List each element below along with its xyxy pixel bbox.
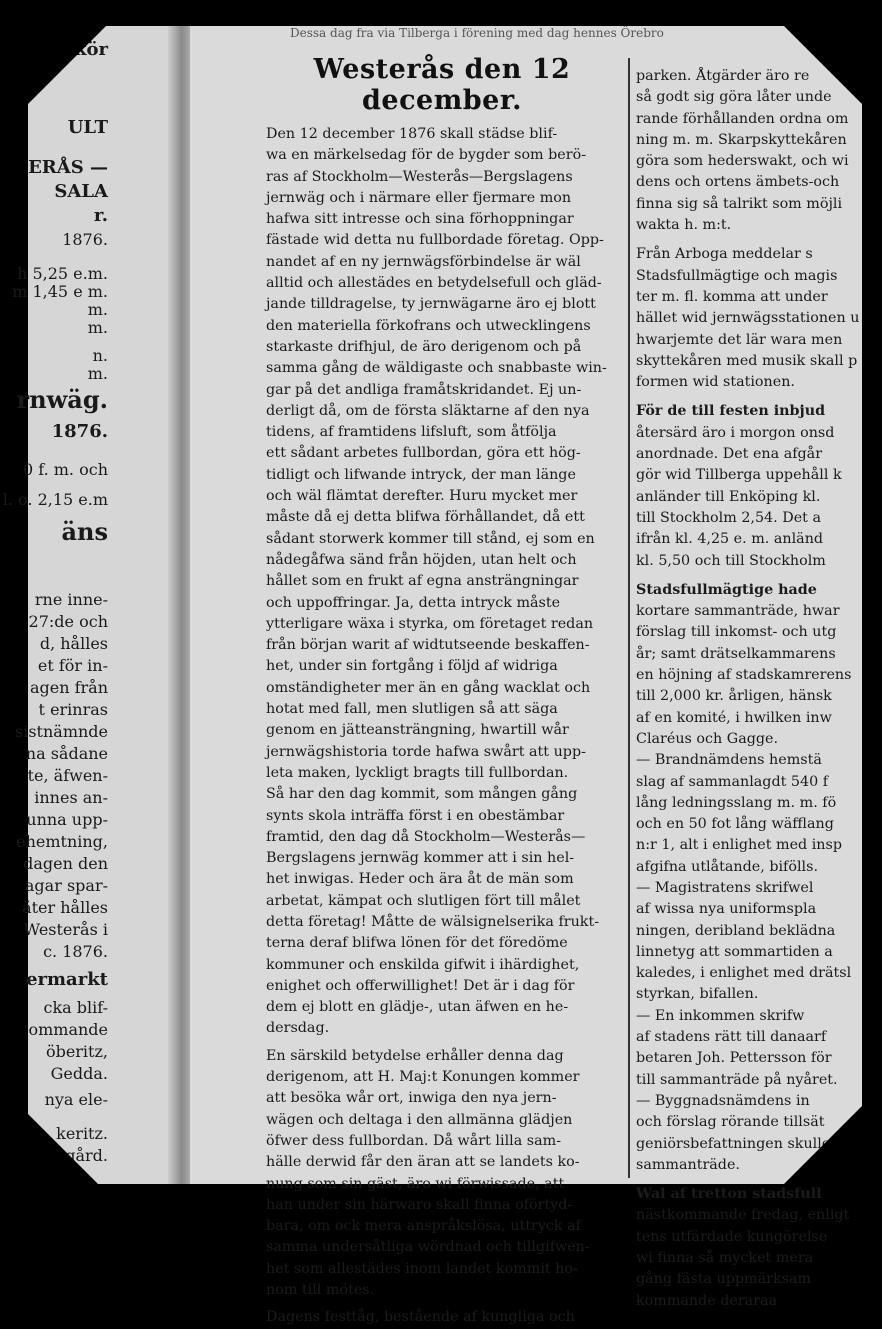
article-line: alltid och allestädes en betydelsefull och gläd- bbox=[266, 275, 602, 292]
right-column-line: slag af sammanlagdt 540 f bbox=[636, 773, 829, 790]
right-column-line: formen wid stationen. bbox=[636, 374, 795, 391]
left-fragment-line: Gedda. bbox=[50, 1064, 108, 1083]
right-column-line: lång ledningsslang m. m. fö bbox=[636, 794, 837, 811]
article-line: jernwäg och i närmare eller fjermare mon bbox=[266, 189, 572, 206]
article-line: framtid, den dag då Stockholm—Westerås— bbox=[266, 828, 586, 845]
left-fragment-line: h 5,25 e.m. bbox=[17, 264, 108, 283]
article-line: från början warit af widtutseende beskaffen- bbox=[266, 637, 590, 654]
left-fragment-line: n. bbox=[92, 346, 108, 365]
article-line: ras af Stockholm—Westerås—Bergslagens bbox=[266, 168, 573, 185]
left-fragment-line: dagen den bbox=[23, 854, 108, 873]
article-line: Bergslagens jernwäg kommer att i sin hel- bbox=[266, 850, 575, 867]
article-line: nandet af en ny jernwägsförbindelse är wäl bbox=[266, 253, 581, 270]
article-line: öfwer dess fullbordan. Då wårt lilla sam- bbox=[266, 1132, 562, 1149]
article-line: enighet och offerwillighet! Det är i dag för bbox=[266, 977, 575, 994]
left-fragment-line: sistnämnde bbox=[15, 722, 108, 741]
right-column-line: kl. 5,50 och till Stockholm bbox=[636, 552, 826, 569]
left-fragment-line: innes an- bbox=[34, 788, 108, 807]
right-column-line: För de till festen inbjud bbox=[636, 403, 826, 420]
left-fragment-line: 1876. bbox=[51, 421, 108, 442]
right-column-line: ning m. m. Skarpskyttekåren bbox=[636, 131, 847, 148]
photo-corner-top-left bbox=[28, 26, 106, 104]
right-column-line: skyttekåren med musik skall p bbox=[636, 352, 858, 369]
left-fragment-line: et för in- bbox=[37, 656, 108, 675]
article-line: omständigheter mer än en gång wacklat och bbox=[266, 679, 591, 696]
right-column-line: Claréus och Gagge. bbox=[636, 730, 779, 747]
right-column-line: anländer till Enköping kl. bbox=[636, 488, 821, 505]
article-headline: Westerås den 12 december. bbox=[313, 54, 571, 116]
right-column-line: anordnade. Det ena afgår bbox=[636, 446, 823, 463]
article-line: het inwigas. Heder och ära åt de män som bbox=[266, 871, 574, 888]
article-line: wa en märkelsedag för de bygder som berö- bbox=[266, 147, 587, 164]
right-column-line: dens och ortens ämbets-och bbox=[636, 174, 840, 191]
right-column-line: gör wid Tillberga uppehåll k bbox=[636, 467, 842, 484]
article-line: nom till mötes. bbox=[266, 1282, 375, 1299]
left-fragment-line: 27:de och bbox=[28, 612, 108, 631]
photo-corner-bottom-left bbox=[28, 1114, 98, 1184]
right-column-line: linnetyg att sommartiden a bbox=[636, 943, 833, 960]
left-fragment-line: na sådane bbox=[25, 744, 108, 763]
article-line: ytterligare wäxa i styrka, om företaget redan bbox=[266, 615, 594, 632]
article-line: En särskild betydelse erhåller denna dag bbox=[266, 1047, 564, 1064]
article-line: tidens, af framtidens lifsluft, som åtfölja bbox=[266, 424, 557, 441]
article-line: sådant storwerk kommer till stånd, ej som en bbox=[266, 530, 595, 547]
article-line: Den 12 december 1876 skall städse blif- bbox=[266, 126, 558, 142]
article-body bbox=[266, 124, 618, 1329]
left-fragment-line: l. o. 2,15 e.m bbox=[2, 490, 108, 509]
article-line: gar på det andliga framåtskridandet. Ej un- bbox=[266, 381, 582, 398]
article-line: jande tilldragelse, ty jernwägarne äro ej blott bbox=[266, 296, 596, 313]
left-fragment-line: ls gård. bbox=[46, 1146, 108, 1165]
right-column-line: parken. Åtgärder äro re bbox=[636, 68, 810, 84]
article-line: het som allestädes inom landet kommit ho- bbox=[266, 1260, 578, 1277]
left-fragment-line: nya ele- bbox=[44, 1090, 108, 1109]
right-column-line: ningen, deribland beklädna bbox=[636, 922, 836, 939]
left-fragment-line: ehemtning, bbox=[16, 832, 108, 851]
article-line: samma gång de wäldigaste och snabbaste win- bbox=[266, 360, 607, 377]
left-fragment-line: kör bbox=[74, 39, 108, 60]
article-line: Dagens festtåg, bestående af kungliga och bbox=[266, 1309, 575, 1326]
right-column-line: till sammanträde på nyåret. bbox=[636, 1071, 838, 1088]
right-column-line: — En inkommen skrifw bbox=[636, 1007, 805, 1024]
left-fragment-line: 1876. bbox=[62, 230, 108, 249]
right-column-line: — Byggnadsnämdens in bbox=[636, 1092, 810, 1109]
right-column-line: af en komité, i hwilken inw bbox=[636, 709, 832, 726]
left-fragment-line: m. bbox=[87, 364, 108, 383]
left-fragment-line: rnwäg. bbox=[16, 385, 108, 414]
right-column-line: till Stockholm 2,54. Det a bbox=[636, 509, 821, 526]
left-fragment-line: SALA bbox=[54, 181, 108, 202]
article-column bbox=[266, 54, 618, 1329]
article-line: att besöka wår ort, inwiga den nya jern- bbox=[266, 1090, 557, 1107]
left-fragment-line: t erinras bbox=[38, 700, 108, 719]
article-line: hälle derwid får den äran att se landets ko- bbox=[266, 1154, 580, 1171]
left-fragment-line: ERÅS — bbox=[28, 157, 108, 178]
left-fragment-line: unna upp- bbox=[26, 810, 108, 829]
article-line: hållet som en frukt af egna ansträngningar bbox=[266, 573, 579, 590]
right-column-line: sammanträde. bbox=[636, 1156, 740, 1173]
left-fragment-line: m 1,45 e m. bbox=[12, 282, 108, 301]
right-column-line: tens utfärdade kungörelse bbox=[636, 1228, 828, 1245]
article-line: hotat med fall, men slutligen så att säga bbox=[266, 701, 558, 718]
article-line: måste då ej detta blifwa förhållandet, då ett bbox=[266, 509, 585, 526]
left-fragment-line: agen från bbox=[29, 678, 108, 697]
article-line: arbetat, kämpat och slutligen fört till målet bbox=[266, 892, 581, 909]
article-line: dem ej blott en glädje-, utan äfwen en he- bbox=[266, 999, 569, 1016]
left-page-fragment bbox=[2, 26, 178, 1184]
article-line: detta företag! Måtte de wälsignelserika frukt- bbox=[266, 913, 600, 930]
left-fragment-line: agar spar- bbox=[24, 876, 108, 895]
article-line: han under sin härwaro skall finna oförtyd- bbox=[266, 1196, 573, 1213]
right-column-line: och en 50 fot lång wäfflang bbox=[636, 816, 834, 833]
right-column-line: wi finna så mycket mera bbox=[636, 1250, 814, 1267]
article-line: dersdag. bbox=[266, 1020, 330, 1037]
right-column-line: finna sig så talrikt som möjli bbox=[636, 195, 843, 212]
right-column-line: så godt sig göra låter unde bbox=[636, 89, 832, 106]
left-fragment-line: te, äfwen- bbox=[27, 766, 108, 785]
right-column-line: hwarjemte det lär wara men bbox=[636, 331, 843, 348]
article-line: och wäl flämtat derefter. Huru mycket mer bbox=[266, 488, 578, 505]
right-column-line: af wissa nya uniformspla bbox=[636, 901, 817, 918]
left-fragment-line: c. 1876. bbox=[43, 942, 108, 961]
article-line: fästade wid detta nu fullbordade företag. Opp- bbox=[266, 232, 604, 249]
article-line: het, under sin fortgång i följd af widriga bbox=[266, 658, 558, 675]
article-line: samma undersåtliga wördnad och tillgifwen- bbox=[266, 1239, 590, 1256]
article-line: Så har den dag kommit, som mången gång bbox=[266, 786, 578, 803]
article-line: wägen och deltaga i den allmänna glädjen bbox=[266, 1111, 573, 1128]
right-column-line: till 2,000 kr. årligen, hänsk bbox=[636, 688, 832, 705]
article-line: hafwa sitt intresse och sina förhoppningar bbox=[266, 211, 574, 228]
article-line: terna deraf blifwa lönen för det föredöme bbox=[266, 935, 568, 952]
article-line: synts skola inträffa först i en obestämbar bbox=[266, 807, 565, 824]
photo-corner-bottom-right bbox=[784, 1106, 862, 1184]
left-fragment-line: äns bbox=[61, 517, 108, 546]
right-column-line: år; samt drätselkammarens bbox=[636, 645, 836, 662]
article-line: och uppoffringar. Ja, detta intryck måste bbox=[266, 594, 561, 611]
left-fragment-line: äter hålles bbox=[22, 898, 108, 917]
right-column-line: göra som hederswakt, och wi bbox=[636, 153, 849, 170]
right-column-line: Stadsfullmägtige hade bbox=[636, 581, 817, 598]
right-column-line: n:r 1, alt i enlighet med insp bbox=[636, 837, 842, 854]
article-line: bara, om ock mera anspråkslösa, uttryck af bbox=[266, 1218, 581, 1235]
article-line: kommuner och enskilda gifwit i ihärdighet, bbox=[266, 956, 580, 973]
left-fragment-line: ermarkt bbox=[26, 969, 108, 990]
article-line: jernwägshistoria torde hafwa swårt att upp- bbox=[266, 743, 586, 760]
article-line: tidligt och lifwande intryck, der man länge bbox=[266, 466, 576, 483]
cropped-top-line: Dessa dag fra via Tilberga i förening med dag hennes Örebro bbox=[290, 26, 664, 40]
right-column-line: wakta h. m:t. bbox=[636, 217, 732, 234]
column-divider bbox=[628, 58, 630, 1178]
photo-corner-top-right bbox=[784, 26, 862, 104]
article-line: derigenom, att H. Maj:t Konungen kommer bbox=[266, 1069, 580, 1086]
right-column-line: afgifna utlåtande, bifölls. bbox=[636, 858, 818, 875]
right-column-line: och förslag rörande tillsät bbox=[636, 1114, 825, 1131]
right-column-line: ter m. fl. komma att under bbox=[636, 288, 828, 305]
right-column-line: Stadsfullmägtige och magis bbox=[636, 267, 838, 284]
right-column-line: kortare sammanträde, hwar bbox=[636, 603, 840, 620]
article-line: den materiella förkofrans och utwecklingens bbox=[266, 317, 591, 334]
article-line: derligt då, om de första släktarne af den nya bbox=[266, 402, 590, 419]
left-fragment-line: öberitz, bbox=[45, 1042, 108, 1061]
right-column-line: Från Arboga meddelar s bbox=[636, 246, 813, 263]
article-line: nådegåfwa sänd från höjden, utan helt och bbox=[266, 551, 577, 568]
left-fragment-line: r. bbox=[93, 205, 108, 226]
article-line: starkaste drifhjul, de äro derigenom och på bbox=[266, 338, 582, 355]
left-fragment-line: d, hålles bbox=[39, 634, 108, 653]
right-column-line: af stadens rätt till danaarf bbox=[636, 1029, 827, 1046]
article-line: nung som sin gäst, äro wi förwissade, att bbox=[266, 1175, 565, 1192]
right-column-line: förslag till inkomst- och utg bbox=[636, 624, 837, 641]
right-column-line: kaledes, i enlighet med drätsl bbox=[636, 965, 852, 982]
article-line: ett sådant arbetes fullbordan, göra ett hög- bbox=[266, 445, 581, 462]
right-column-line: nästkommande fredag, enligt bbox=[636, 1207, 850, 1224]
left-fragment-line: keritz. bbox=[56, 1124, 108, 1143]
right-column-line: ifrån kl. 4,25 e. m. anländ bbox=[636, 531, 824, 548]
article-line: leta maken, lyckligt bragts till fullbordan. bbox=[266, 764, 569, 781]
left-fragment-line: ULT bbox=[67, 117, 108, 138]
article-line: genom en jätteansträngning, hwartill wår bbox=[266, 722, 569, 739]
right-column-line: — Brandnämdens hemstä bbox=[636, 752, 822, 769]
right-column-line: kommande deraraa bbox=[636, 1292, 778, 1309]
right-column-line: geniörsbefattningen skulle bbox=[636, 1135, 831, 1152]
left-fragment-line: cka blif- bbox=[43, 998, 108, 1017]
left-fragment-line: rne inne- bbox=[34, 590, 108, 609]
left-fragment-line: ommande bbox=[28, 1020, 108, 1039]
left-fragment-line: m. bbox=[87, 318, 108, 337]
right-column-line: rande förhållanden ordna om bbox=[636, 110, 849, 127]
left-fragment-line: Westerås i bbox=[23, 920, 108, 939]
right-column-line: återsärd äro i morgon onsd bbox=[636, 424, 835, 441]
right-column-line: gång fästa uppmärksam bbox=[636, 1271, 812, 1288]
left-fragment-line: m. bbox=[87, 300, 108, 319]
newspaper-page bbox=[190, 26, 862, 1326]
right-column-line: en höjning af stadskamrerens bbox=[636, 667, 852, 684]
left-fragment-line: 0 f. m. och bbox=[22, 460, 108, 479]
right-column-line: styrkan, bifallen. bbox=[636, 986, 759, 1003]
right-column-line: betaren Joh. Pettersson för bbox=[636, 1050, 832, 1067]
right-column-line: hället wid jernwägsstationen u bbox=[636, 310, 860, 327]
right-column-line: — Magistratens skrifwel bbox=[636, 879, 814, 896]
right-column-line: Wal af tretton stadsfull bbox=[636, 1186, 822, 1203]
